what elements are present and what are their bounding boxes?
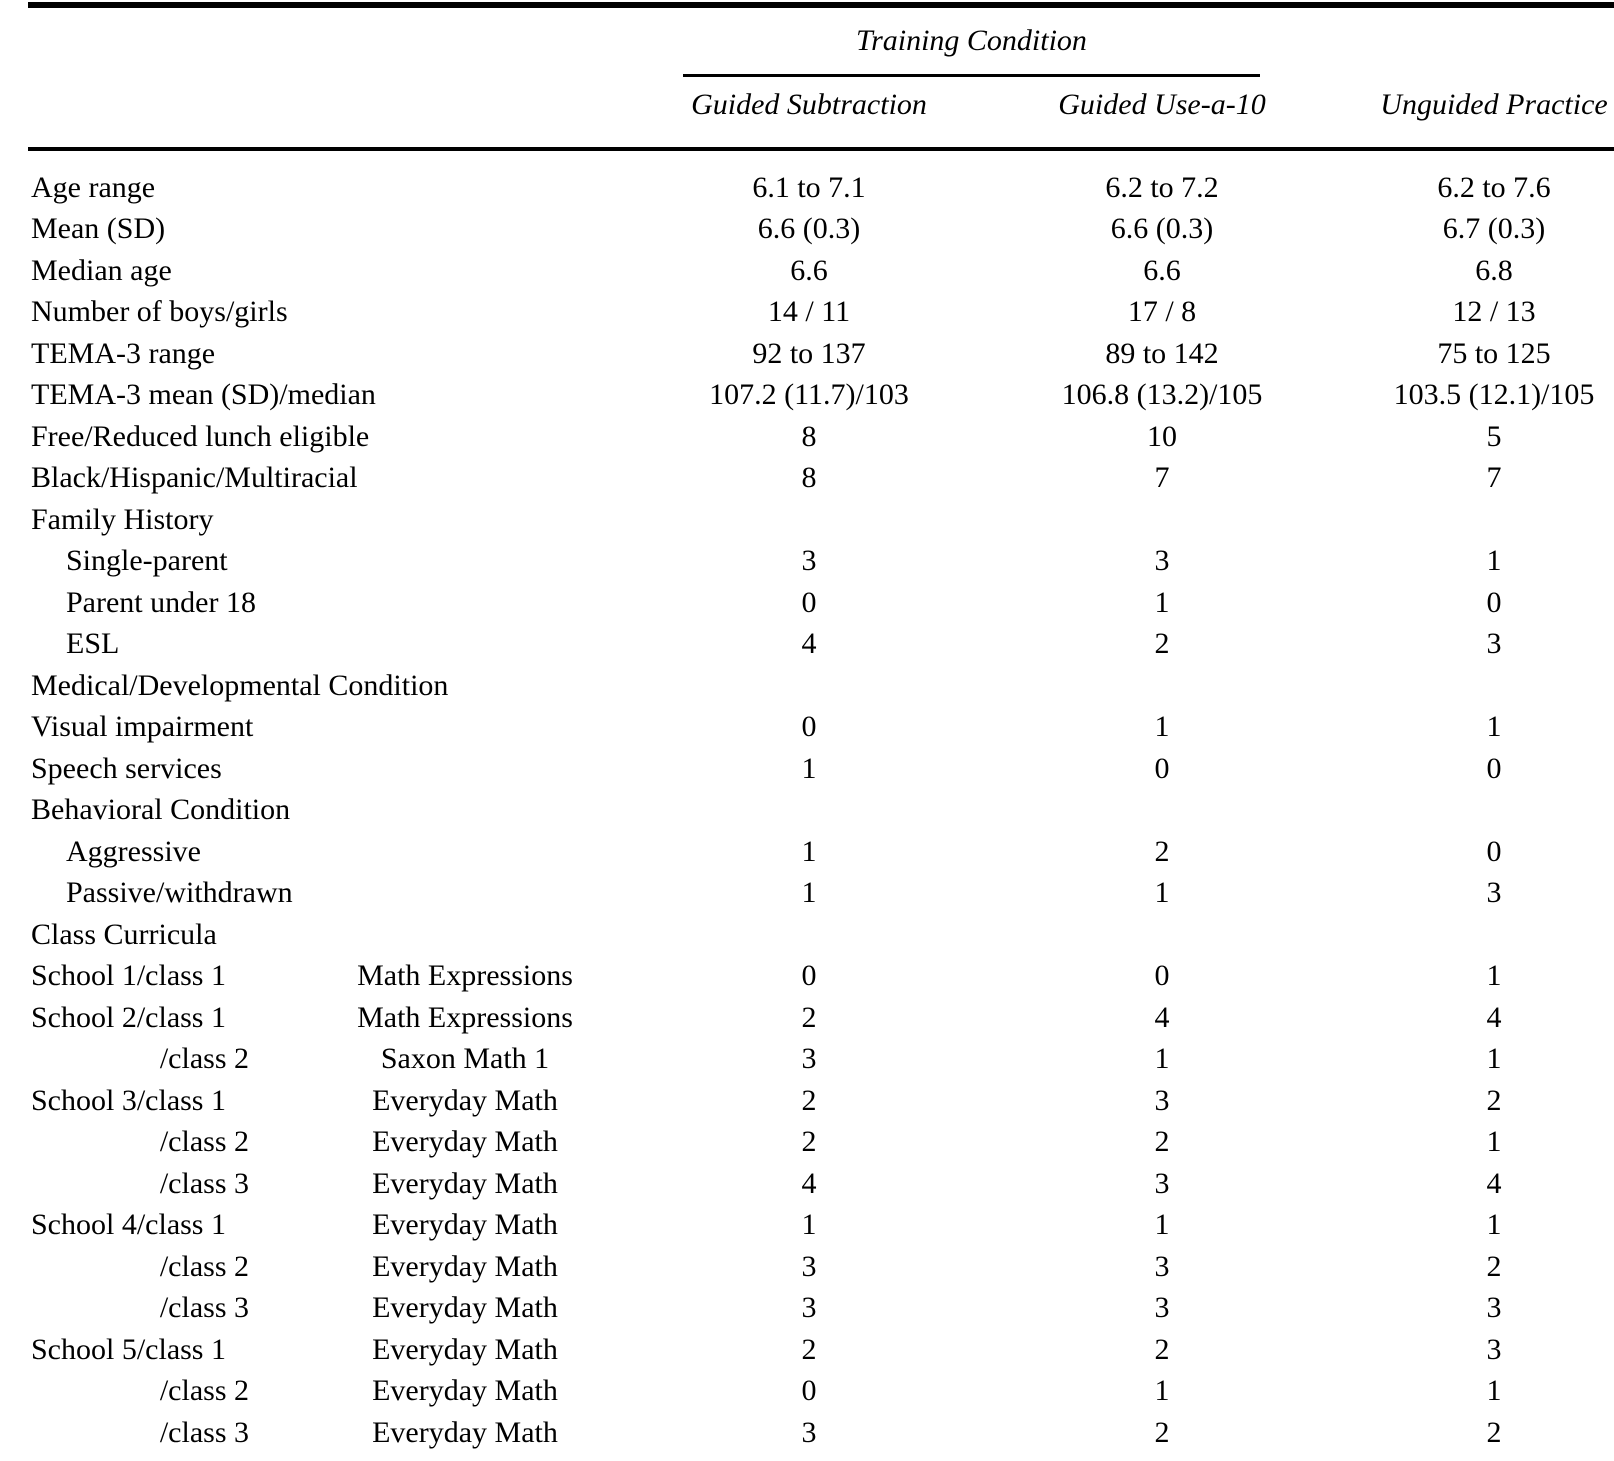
row-label: /class 3 (159, 1166, 249, 1200)
value-guided-use-a-10: 3 (1154, 1249, 1170, 1283)
curriculum-cell: Everyday Math (372, 1332, 558, 1366)
value-unguided-practice: 6.2 to 7.6 (1437, 170, 1551, 204)
column-header-guided-use-a-10: Guided Use-a-10 (1058, 88, 1266, 121)
curriculum-cell: Everyday Math (372, 1125, 558, 1159)
value-guided-use-a-10: 3 (1154, 1083, 1170, 1117)
value-guided-use-a-10: 2 (1154, 1415, 1170, 1449)
value-guided-use-a-10: 7 (1154, 461, 1170, 495)
value-unguided-practice: 1 (1486, 1042, 1502, 1076)
row-label: Behavioral Condition (31, 793, 291, 827)
value-guided-subtraction: 6.1 to 7.1 (752, 170, 866, 204)
table-row (0, 624, 1614, 666)
value-guided-use-a-10: 2 (1154, 1125, 1170, 1159)
value-guided-subtraction: 4 (801, 627, 817, 661)
spanner-heading-training-condition: Training Condition (856, 24, 1087, 57)
curriculum-cell: Everyday Math (372, 1415, 558, 1449)
value-guided-use-a-10: 1 (1154, 710, 1170, 744)
table-row (0, 499, 1614, 541)
value-unguided-practice: 0 (1486, 834, 1502, 868)
table-row (0, 748, 1614, 790)
value-guided-use-a-10: 3 (1154, 544, 1170, 578)
table-header-rule (28, 147, 1614, 151)
value-guided-use-a-10: 0 (1154, 959, 1170, 993)
value-unguided-practice: 2 (1486, 1083, 1502, 1117)
curriculum-cell: Everyday Math (372, 1083, 558, 1117)
value-unguided-practice: 7 (1486, 461, 1502, 495)
row-label: /class 2 (159, 1249, 249, 1283)
row-label: TEMA-3 mean (SD)/median (31, 378, 376, 412)
value-unguided-practice: 1 (1486, 1125, 1502, 1159)
curriculum-cell: Saxon Math 1 (380, 1042, 550, 1076)
value-unguided-practice: 4 (1486, 1166, 1502, 1200)
table-row (0, 914, 1614, 956)
table-row (0, 665, 1614, 707)
row-label: /class 2 (159, 1125, 249, 1159)
row-label: Visual impairment (31, 710, 254, 744)
row-label: School 2/class 1 (31, 1000, 226, 1034)
value-guided-use-a-10: 10 (1147, 419, 1177, 453)
value-guided-use-a-10: 2 (1154, 834, 1170, 868)
spanner-rule (683, 74, 1260, 77)
value-guided-subtraction: 8 (801, 461, 817, 495)
value-guided-subtraction: 3 (801, 1415, 817, 1449)
value-guided-subtraction: 92 to 137 (752, 336, 866, 370)
table-row (0, 1412, 1614, 1454)
value-unguided-practice: 3 (1486, 876, 1502, 910)
value-guided-subtraction: 14 / 11 (767, 295, 851, 329)
table-row (0, 416, 1614, 458)
row-label: /class 2 (159, 1374, 249, 1408)
row-label: School 1/class 1 (31, 959, 226, 993)
value-unguided-practice: 1 (1486, 544, 1502, 578)
value-guided-subtraction: 6.6 (0.3) (757, 212, 861, 246)
table-row (0, 250, 1614, 292)
value-guided-subtraction: 0 (801, 710, 817, 744)
value-unguided-practice: 0 (1486, 751, 1502, 785)
table-top-rule (28, 2, 1614, 8)
value-guided-use-a-10: 6.6 (0.3) (1110, 212, 1214, 246)
table-row (0, 541, 1614, 583)
value-unguided-practice: 5 (1486, 419, 1502, 453)
row-label: Mean (SD) (31, 212, 166, 246)
value-guided-use-a-10: 4 (1154, 1000, 1170, 1034)
value-unguided-practice: 3 (1486, 1332, 1502, 1366)
value-unguided-practice: 6.8 (1475, 253, 1513, 287)
row-label: Class Curricula (31, 917, 217, 951)
table-row (0, 873, 1614, 915)
table-row (0, 167, 1614, 209)
row-label: Speech services (31, 751, 222, 785)
curriculum-cell: Everyday Math (372, 1291, 558, 1325)
value-guided-subtraction: 1 (801, 876, 817, 910)
value-guided-use-a-10: 1 (1154, 876, 1170, 910)
value-guided-subtraction: 2 (801, 1083, 817, 1117)
row-label: School 4/class 1 (31, 1208, 226, 1242)
row-label: Free/Reduced lunch eligible (31, 419, 370, 453)
value-guided-use-a-10: 1 (1154, 1208, 1170, 1242)
value-unguided-practice: 1 (1486, 1208, 1502, 1242)
table-row (0, 1080, 1614, 1122)
value-guided-use-a-10: 89 to 142 (1105, 336, 1219, 370)
curriculum-cell: Everyday Math (372, 1374, 558, 1408)
value-guided-subtraction: 2 (801, 1000, 817, 1034)
row-label: /class 3 (159, 1291, 249, 1325)
row-label: Age range (31, 170, 156, 204)
row-label: Median age (31, 253, 172, 287)
table-row (0, 831, 1614, 873)
value-guided-subtraction: 6.6 (790, 253, 828, 287)
row-label: School 3/class 1 (31, 1083, 226, 1117)
value-unguided-practice: 103.5 (12.1)/105 (1393, 378, 1595, 412)
value-guided-use-a-10: 2 (1154, 627, 1170, 661)
value-guided-subtraction: 3 (801, 1291, 817, 1325)
value-guided-use-a-10: 17 / 8 (1127, 295, 1197, 329)
value-guided-subtraction: 0 (801, 1374, 817, 1408)
table-body (0, 167, 1614, 1454)
value-guided-use-a-10: 0 (1154, 751, 1170, 785)
curriculum-cell: Everyday Math (372, 1249, 558, 1283)
table-row (0, 1246, 1614, 1288)
value-unguided-practice: 75 to 125 (1437, 336, 1551, 370)
value-guided-subtraction: 4 (801, 1166, 817, 1200)
row-label: Black/Hispanic/Multiracial (31, 461, 358, 495)
row-label: Aggressive (66, 834, 201, 868)
value-guided-subtraction: 107.2 (11.7)/103 (709, 378, 909, 412)
value-guided-subtraction: 2 (801, 1125, 817, 1159)
value-guided-use-a-10: 6.2 to 7.2 (1105, 170, 1219, 204)
value-guided-subtraction: 0 (801, 959, 817, 993)
table-row (0, 1163, 1614, 1205)
curriculum-cell: Everyday Math (372, 1166, 558, 1200)
column-header-row (0, 85, 1614, 125)
value-unguided-practice: 6.7 (0.3) (1442, 212, 1546, 246)
row-label: /class 2 (159, 1042, 249, 1076)
value-guided-use-a-10: 106.8 (13.2)/105 (1061, 378, 1263, 412)
value-guided-subtraction: 8 (801, 419, 817, 453)
table-row (0, 790, 1614, 832)
table-row (0, 1039, 1614, 1081)
value-guided-subtraction: 3 (801, 1042, 817, 1076)
table-row (0, 375, 1614, 417)
row-label: TEMA-3 range (31, 336, 216, 370)
row-label: /class 3 (159, 1415, 249, 1449)
value-guided-use-a-10: 3 (1154, 1291, 1170, 1325)
table-row (0, 1371, 1614, 1413)
value-unguided-practice: 1 (1486, 959, 1502, 993)
curriculum-cell: Math Expressions (357, 959, 573, 993)
row-label: Medical/Developmental Condition (31, 668, 449, 702)
value-unguided-practice: 1 (1486, 710, 1502, 744)
value-guided-use-a-10: 1 (1154, 1042, 1170, 1076)
table-row (0, 458, 1614, 500)
value-guided-subtraction: 0 (801, 585, 817, 619)
row-label: Single-parent (66, 544, 228, 578)
column-header-unguided-practice: Unguided Practice (1380, 88, 1608, 121)
row-label: Parent under 18 (66, 585, 256, 619)
value-guided-use-a-10: 6.6 (1143, 253, 1181, 287)
value-unguided-practice: 2 (1486, 1249, 1502, 1283)
table-row (0, 956, 1614, 998)
value-unguided-practice: 4 (1486, 1000, 1502, 1034)
table-row (0, 707, 1614, 749)
value-unguided-practice: 2 (1486, 1415, 1502, 1449)
value-unguided-practice: 0 (1486, 585, 1502, 619)
value-guided-subtraction: 1 (801, 834, 817, 868)
table-row (0, 209, 1614, 251)
value-guided-use-a-10: 1 (1154, 585, 1170, 619)
value-guided-subtraction: 1 (801, 1208, 817, 1242)
value-guided-use-a-10: 1 (1154, 1374, 1170, 1408)
table-row (0, 333, 1614, 375)
table-row (0, 582, 1614, 624)
table-row (0, 1329, 1614, 1371)
table-row (0, 1122, 1614, 1164)
value-guided-subtraction: 3 (801, 1249, 817, 1283)
row-label: Passive/withdrawn (66, 876, 293, 910)
row-label: Number of boys/girls (31, 295, 288, 329)
curriculum-cell: Math Expressions (357, 1000, 573, 1034)
table-row (0, 1288, 1614, 1330)
column-header-guided-subtraction: Guided Subtraction (691, 88, 927, 121)
table-row (0, 1205, 1614, 1247)
value-guided-use-a-10: 2 (1154, 1332, 1170, 1366)
value-guided-use-a-10: 3 (1154, 1166, 1170, 1200)
value-unguided-practice: 1 (1486, 1374, 1502, 1408)
row-label: Family History (31, 502, 214, 536)
value-guided-subtraction: 1 (801, 751, 817, 785)
table-row (0, 292, 1614, 334)
value-unguided-practice: 3 (1486, 627, 1502, 661)
row-label: School 5/class 1 (31, 1332, 226, 1366)
value-guided-subtraction: 3 (801, 544, 817, 578)
value-unguided-practice: 3 (1486, 1291, 1502, 1325)
curriculum-cell: Everyday Math (372, 1208, 558, 1242)
row-label: ESL (66, 627, 120, 661)
value-guided-subtraction: 2 (801, 1332, 817, 1366)
value-unguided-practice: 12 / 13 (1452, 295, 1536, 329)
table-row (0, 997, 1614, 1039)
